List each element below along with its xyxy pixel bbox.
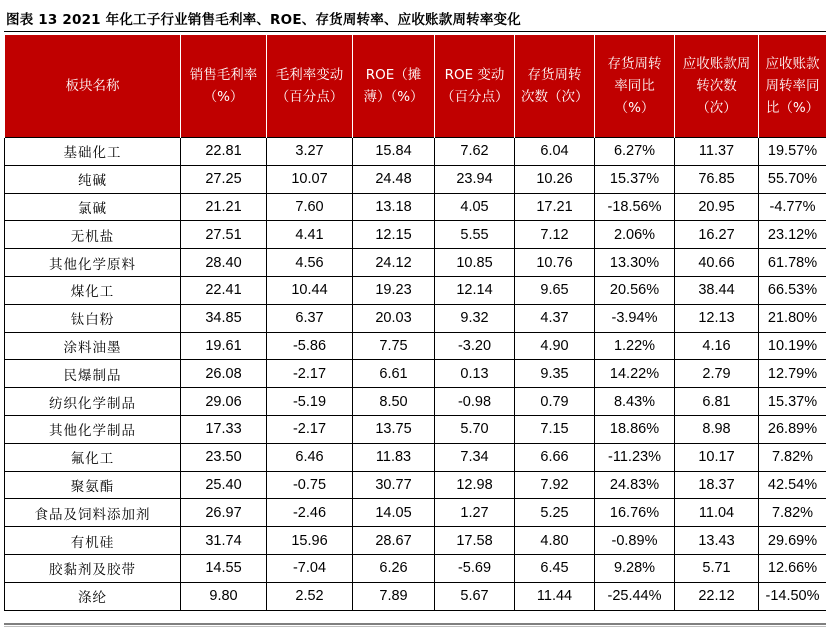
value-cell: -2.46 [267, 499, 353, 527]
value-cell: 13.75 [353, 415, 435, 443]
value-cell: 66.53% [759, 276, 826, 304]
value-cell: 15.96 [267, 527, 353, 555]
value-cell: 18.37 [675, 471, 759, 499]
value-cell: 5.70 [435, 415, 515, 443]
value-cell: 11.83 [353, 443, 435, 471]
value-cell: -18.56% [595, 193, 675, 221]
value-cell: 7.75 [353, 332, 435, 360]
value-cell: 1.27 [435, 499, 515, 527]
table-row [5, 221, 826, 249]
value-cell: 1.22% [595, 332, 675, 360]
sector-name-cell: 涤纶 [5, 582, 181, 610]
value-cell: 12.66% [759, 554, 826, 582]
column-header: ROE（摊薄）（%） [353, 35, 435, 138]
value-cell: 27.25 [181, 165, 267, 193]
title-divider [4, 31, 826, 32]
value-cell: -14.50% [759, 582, 826, 610]
value-cell: 10.17 [675, 443, 759, 471]
table-row [5, 554, 826, 582]
value-cell: -5.86 [267, 332, 353, 360]
value-cell: 4.05 [435, 193, 515, 221]
value-cell: 11.44 [515, 582, 595, 610]
table-row [5, 360, 826, 388]
table-row [5, 304, 826, 332]
value-cell: 8.50 [353, 388, 435, 416]
value-cell: 31.74 [181, 527, 267, 555]
value-cell: 7.89 [353, 582, 435, 610]
value-cell: 2.79 [675, 360, 759, 388]
value-cell: 6.61 [353, 360, 435, 388]
sector-name-cell: 纯碱 [5, 165, 181, 193]
value-cell: 19.57% [759, 138, 826, 166]
value-cell: 23.50 [181, 443, 267, 471]
value-cell: 7.34 [435, 443, 515, 471]
value-cell: 9.35 [515, 360, 595, 388]
table-row [5, 582, 826, 610]
value-cell: 26.89% [759, 415, 826, 443]
value-cell: 29.69% [759, 527, 826, 555]
value-cell: -0.98 [435, 388, 515, 416]
value-cell: 42.54% [759, 471, 826, 499]
value-cell: -5.19 [267, 388, 353, 416]
sector-name-cell: 胶黏剂及胶带 [5, 554, 181, 582]
value-cell: 5.71 [675, 554, 759, 582]
value-cell: 12.13 [675, 304, 759, 332]
value-cell: 12.79% [759, 360, 826, 388]
value-cell: 7.60 [267, 193, 353, 221]
data-table [4, 35, 826, 611]
value-cell: 40.66 [675, 249, 759, 277]
value-cell: 14.05 [353, 499, 435, 527]
value-cell: 15.37% [595, 165, 675, 193]
value-cell: 10.19% [759, 332, 826, 360]
value-cell: -2.17 [267, 415, 353, 443]
table-header-row [5, 35, 826, 138]
value-cell: 24.83% [595, 471, 675, 499]
value-cell: 21.21 [181, 193, 267, 221]
value-cell: 3.27 [267, 138, 353, 166]
value-cell: 17.58 [435, 527, 515, 555]
value-cell: 4.16 [675, 332, 759, 360]
value-cell: 61.78% [759, 249, 826, 277]
value-cell: 10.26 [515, 165, 595, 193]
value-cell: 4.80 [515, 527, 595, 555]
value-cell: 24.48 [353, 165, 435, 193]
value-cell: -11.23% [595, 443, 675, 471]
sector-name-cell: 钛白粉 [5, 304, 181, 332]
value-cell: 6.26 [353, 554, 435, 582]
value-cell: 29.06 [181, 388, 267, 416]
value-cell: 12.15 [353, 221, 435, 249]
footer-divider-thin [4, 626, 826, 627]
value-cell: 4.41 [267, 221, 353, 249]
value-cell: 2.52 [267, 582, 353, 610]
value-cell: 12.14 [435, 276, 515, 304]
table-row [5, 193, 826, 221]
value-cell: 10.85 [435, 249, 515, 277]
value-cell: 20.95 [675, 193, 759, 221]
value-cell: 4.56 [267, 249, 353, 277]
value-cell: 20.03 [353, 304, 435, 332]
value-cell: 4.90 [515, 332, 595, 360]
sector-name-cell: 氯碱 [5, 193, 181, 221]
table-body [5, 138, 826, 611]
value-cell: 19.23 [353, 276, 435, 304]
value-cell: 19.61 [181, 332, 267, 360]
value-cell: 27.51 [181, 221, 267, 249]
table-row [5, 388, 826, 416]
value-cell: 10.76 [515, 249, 595, 277]
table-row [5, 415, 826, 443]
value-cell: 12.98 [435, 471, 515, 499]
value-cell: 22.41 [181, 276, 267, 304]
value-cell: 34.85 [181, 304, 267, 332]
value-cell: 6.81 [675, 388, 759, 416]
value-cell: 22.81 [181, 138, 267, 166]
value-cell: 76.85 [675, 165, 759, 193]
value-cell: -3.94% [595, 304, 675, 332]
value-cell: 9.32 [435, 304, 515, 332]
value-cell: 13.43 [675, 527, 759, 555]
column-header: 应收账款周转率同比（%） [759, 35, 826, 138]
value-cell: 6.27% [595, 138, 675, 166]
column-header: ROE 变动（百分点） [435, 35, 515, 138]
value-cell: 7.62 [435, 138, 515, 166]
value-cell: 13.30% [595, 249, 675, 277]
sector-name-cell: 食品及饲料添加剂 [5, 499, 181, 527]
table-row [5, 332, 826, 360]
column-header: 应收账款周转次数（次） [675, 35, 759, 138]
sector-name-cell: 有机硅 [5, 527, 181, 555]
value-cell: 15.37% [759, 388, 826, 416]
value-cell: 28.40 [181, 249, 267, 277]
sector-name-cell: 纺织化学制品 [5, 388, 181, 416]
sector-name-cell: 基础化工 [5, 138, 181, 166]
value-cell: 22.12 [675, 582, 759, 610]
table-row [5, 165, 826, 193]
table-row [5, 249, 826, 277]
value-cell: 5.55 [435, 221, 515, 249]
value-cell: 5.67 [435, 582, 515, 610]
column-header: 毛利率变动（百分点） [267, 35, 353, 138]
value-cell: -2.17 [267, 360, 353, 388]
value-cell: 55.70% [759, 165, 826, 193]
value-cell: 9.65 [515, 276, 595, 304]
column-header: 存货周转次数（次） [515, 35, 595, 138]
column-header: 板块名称 [5, 35, 181, 138]
sector-name-cell: 其他化学原料 [5, 249, 181, 277]
value-cell: 7.15 [515, 415, 595, 443]
value-cell: -0.89% [595, 527, 675, 555]
value-cell: 7.92 [515, 471, 595, 499]
value-cell: 16.76% [595, 499, 675, 527]
value-cell: 17.21 [515, 193, 595, 221]
value-cell: 11.04 [675, 499, 759, 527]
table-row [5, 471, 826, 499]
sector-name-cell: 其他化学制品 [5, 415, 181, 443]
value-cell: 6.04 [515, 138, 595, 166]
value-cell: -5.69 [435, 554, 515, 582]
value-cell: 15.84 [353, 138, 435, 166]
value-cell: 7.12 [515, 221, 595, 249]
value-cell: 6.46 [267, 443, 353, 471]
value-cell: 0.79 [515, 388, 595, 416]
value-cell: 2.06% [595, 221, 675, 249]
value-cell: 6.45 [515, 554, 595, 582]
value-cell: 30.77 [353, 471, 435, 499]
value-cell: 23.12% [759, 221, 826, 249]
value-cell: 17.33 [181, 415, 267, 443]
table-row [5, 276, 826, 304]
value-cell: 38.44 [675, 276, 759, 304]
value-cell: 26.08 [181, 360, 267, 388]
table-row [5, 138, 826, 166]
value-cell: 20.56% [595, 276, 675, 304]
value-cell: 14.22% [595, 360, 675, 388]
value-cell: 0.13 [435, 360, 515, 388]
value-cell: 6.37 [267, 304, 353, 332]
value-cell: 8.98 [675, 415, 759, 443]
value-cell: 16.27 [675, 221, 759, 249]
value-cell: 8.43% [595, 388, 675, 416]
value-cell: -7.04 [267, 554, 353, 582]
value-cell: 10.44 [267, 276, 353, 304]
sector-name-cell: 无机盐 [5, 221, 181, 249]
value-cell: -0.75 [267, 471, 353, 499]
value-cell: 4.37 [515, 304, 595, 332]
value-cell: 14.55 [181, 554, 267, 582]
footer-divider [4, 623, 826, 625]
value-cell: 9.80 [181, 582, 267, 610]
value-cell: 25.40 [181, 471, 267, 499]
sector-name-cell: 聚氨酯 [5, 471, 181, 499]
value-cell: 6.66 [515, 443, 595, 471]
table-row [5, 499, 826, 527]
column-header: 销售毛利率（%） [181, 35, 267, 138]
value-cell: 5.25 [515, 499, 595, 527]
value-cell: 7.82% [759, 499, 826, 527]
table-row [5, 443, 826, 471]
value-cell: 13.18 [353, 193, 435, 221]
value-cell: 9.28% [595, 554, 675, 582]
value-cell: 11.37 [675, 138, 759, 166]
value-cell: 21.80% [759, 304, 826, 332]
column-header: 存货周转率同比（%） [595, 35, 675, 138]
sector-name-cell: 煤化工 [5, 276, 181, 304]
value-cell: 10.07 [267, 165, 353, 193]
value-cell: 26.97 [181, 499, 267, 527]
value-cell: 18.86% [595, 415, 675, 443]
value-cell: 23.94 [435, 165, 515, 193]
sector-name-cell: 民爆制品 [5, 360, 181, 388]
value-cell: -4.77% [759, 193, 826, 221]
value-cell: -3.20 [435, 332, 515, 360]
sector-name-cell: 涂料油墨 [5, 332, 181, 360]
table-row [5, 527, 826, 555]
value-cell: 24.12 [353, 249, 435, 277]
sector-name-cell: 氟化工 [5, 443, 181, 471]
figure-title: 图表 13 2021 年化工子行业销售毛利率、ROE、存货周转率、应收账款周转率变化 [6, 12, 521, 28]
value-cell: 7.82% [759, 443, 826, 471]
value-cell: 28.67 [353, 527, 435, 555]
value-cell: -25.44% [595, 582, 675, 610]
